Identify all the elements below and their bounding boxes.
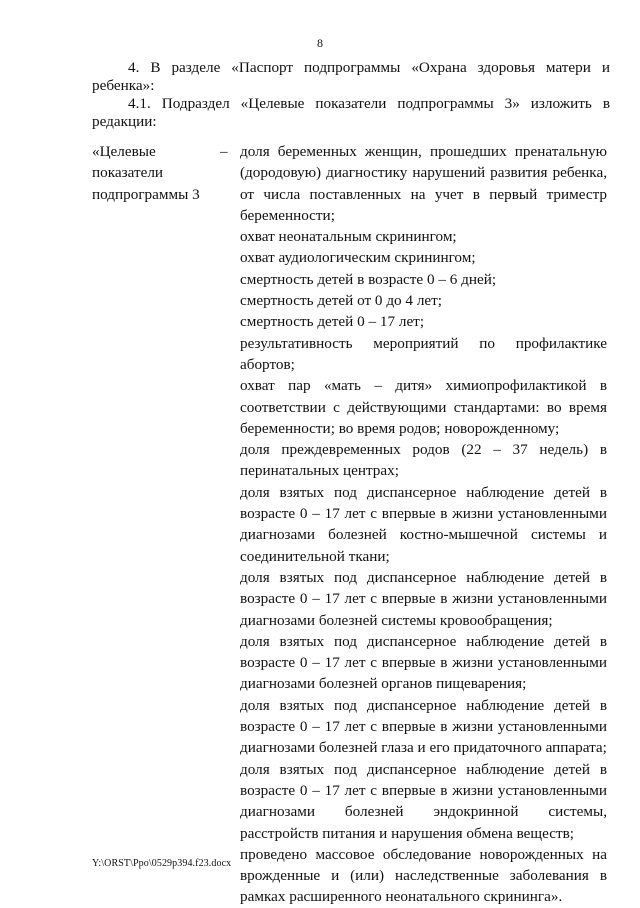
- paragraph-subsection-4-1-text: 4.1. Подраздел «Целевые показатели подпрограммы 3» изложить в редакции:: [92, 95, 610, 130]
- heading-dash: –: [220, 143, 228, 160]
- indicator-item: доля преждевременных родов (22 – 37 недель) в перинатальных центрах;: [240, 441, 607, 480]
- indicator-item: смертность детей в возрасте 0 – 6 дней;: [240, 270, 497, 288]
- target-indicators-heading: [92, 141, 232, 205]
- footer-file-path: Y:\ORST\Ppo\0529p394.f23.docx: [92, 858, 232, 869]
- indicator-item: доля беременных женщин, прошедших пренатальную (дородовую) диагностику нарушений развития ребенка, от числа поставленных на учет в первый триместр беременности;: [240, 143, 607, 224]
- heading-line-1: «Целевые: [92, 143, 156, 160]
- paragraph-section-4: [92, 59, 610, 95]
- indicator-item: охват неонатальным скринингом;: [240, 228, 457, 246]
- indicator-item: доля взятых под диспансерное наблюдение детей в возрасте 0 – 17 лет с впервые в жизни установленными диагнозами болезней органов пищеварения;: [240, 632, 607, 693]
- indicator-item: смертность детей от 0 до 4 лет;: [240, 292, 442, 310]
- heading-line-2: показатели: [92, 164, 164, 182]
- indicator-item: доля взятых под диспансерное наблюдение детей в возрасте 0 – 17 лет с впервые в жизни установленными диагнозами болезней эндокринной системы, расстройств питания и нарушения обмена веществ;: [240, 760, 607, 842]
- page-number: 8: [317, 36, 323, 50]
- indicator-item: результативность мероприятий по профилактике абортов;: [240, 334, 607, 373]
- paragraph-subsection-4-1: [92, 95, 610, 131]
- indicator-item: охват пар «мать – дитя» химиопрофилактикой в соответствии с действующими стандартами: во время беременности; во время родов; новорожденному;: [240, 377, 607, 437]
- indicator-item: доля взятых под диспансерное наблюдение детей в возрасте 0 – 17 лет с впервые в жизни установленными диагнозами болезней костно-мышечной системы и соединительной ткани;: [240, 483, 607, 565]
- target-indicators-list: [240, 141, 607, 908]
- indicator-item: смертность детей 0 – 17 лет;: [240, 313, 425, 331]
- indicator-item: доля взятых под диспансерное наблюдение детей в возрасте 0 – 17 лет с впервые в жизни установленными диагнозами болезней системы кровообращения;: [240, 568, 607, 629]
- heading-line-3: подпрограммы 3: [92, 185, 200, 203]
- indicator-item: охват аудиологическим скринингом;: [240, 249, 476, 267]
- indicator-item: проведено массовое обследование новорожденных на врожденные и (или) наследственные заболевания в рамках расширенного неонатального скрининга».: [240, 845, 607, 906]
- indicator-item: доля взятых под диспансерное наблюдение детей в возрасте 0 – 17 лет с впервые в жизни установленными диагнозами болезней глаза и его придаточного аппарата;: [240, 696, 607, 757]
- paragraph-section-4-text: 4. В разделе «Паспорт подпрограммы «Охрана здоровья матери и ребенка»:: [92, 59, 610, 94]
